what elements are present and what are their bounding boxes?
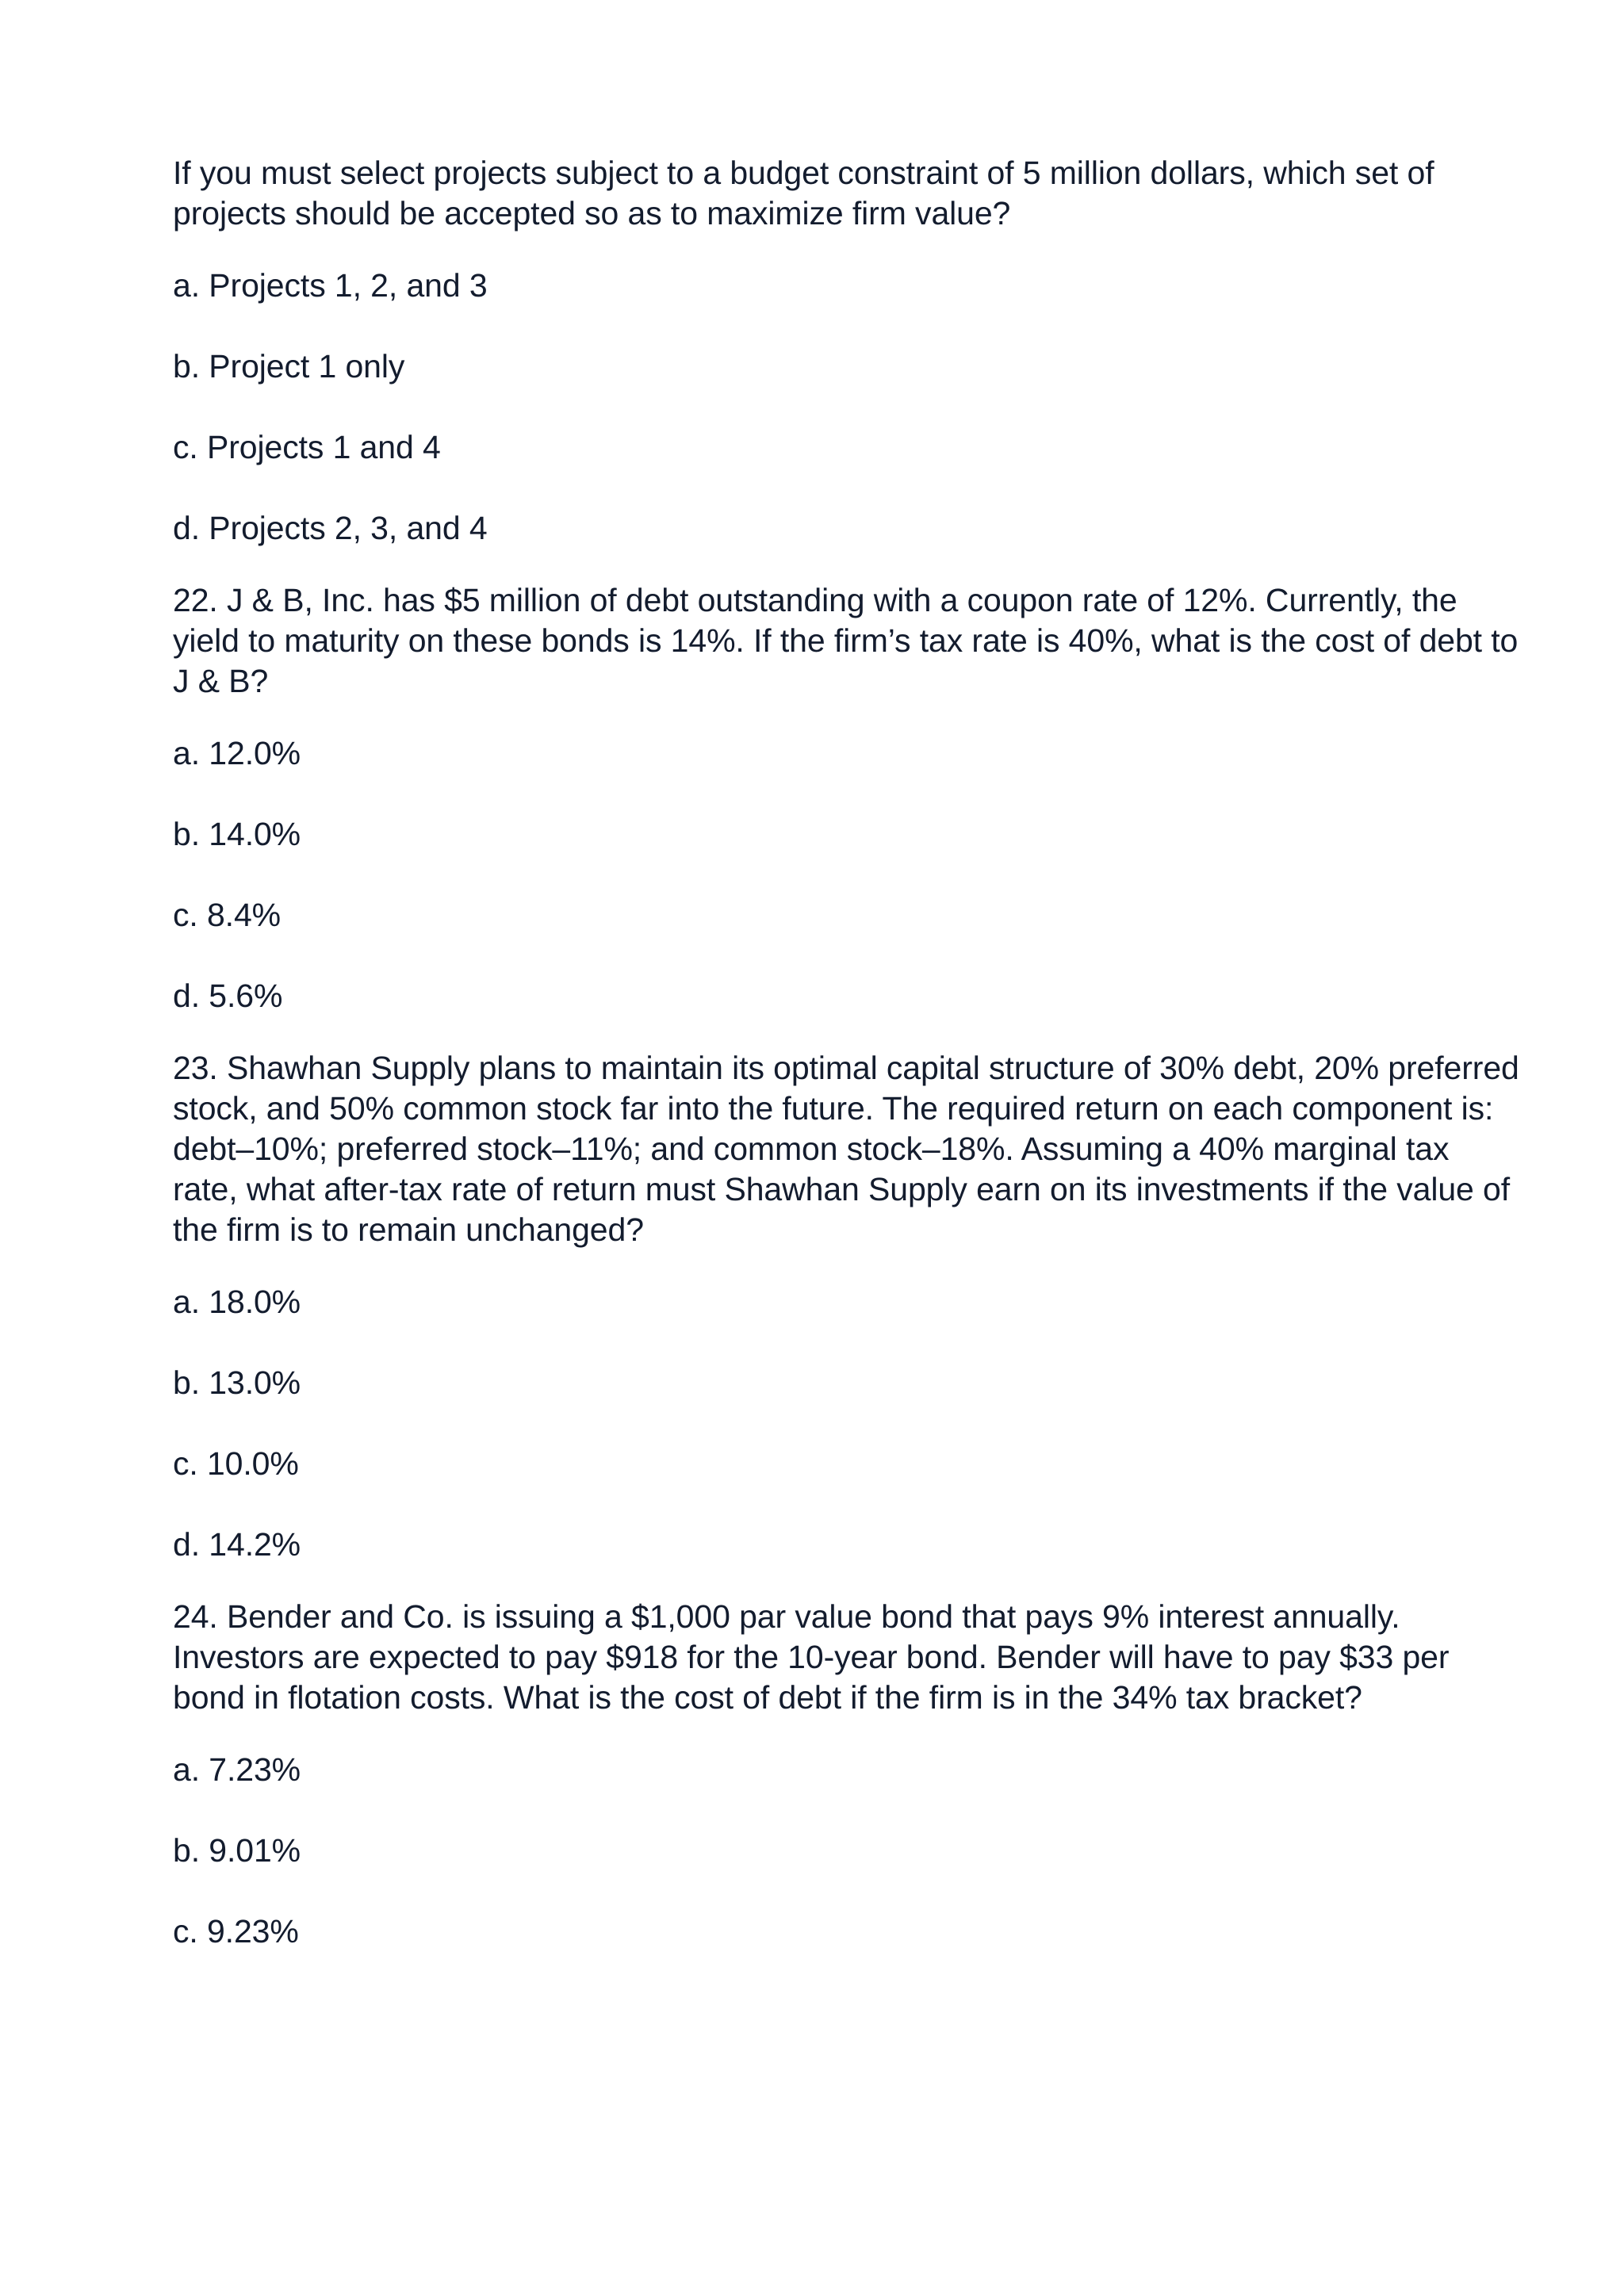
answer-option: c. 8.4% [173,897,282,933]
answer-option: b. 14.0% [173,816,301,852]
answer-option: c. 9.23% [173,1913,299,1950]
document-text-column [173,153,1521,1952]
answer-option: a. 12.0% [173,735,301,771]
answer-option: d. 5.6% [173,978,283,1014]
question-stem: If you must select projects subject to a budget constraint of 5 million dollars, which set of projects should be accepted so as to maximize firm value? [173,155,1434,232]
answer-option: b. 9.01% [173,1832,301,1869]
question-stem: 24. Bender and Co. is issuing a $1,000 par value bond that pays 9% interest annually. Investors are expected to pay $918 for the 10-year bond. Bender will have to pay $33 per bond in flotation costs. What is the cost of debt if the firm is in the 34% tax bracket? [173,1598,1450,1716]
answer-option: d. Projects 2, 3, and 4 [173,510,488,546]
answer-option: a. 7.23% [173,1751,301,1788]
answer-option: c. Projects 1 and 4 [173,429,441,465]
answer-option: c. 10.0% [173,1445,299,1482]
answer-option: b. 13.0% [173,1364,301,1401]
answer-option: a. 18.0% [173,1284,301,1320]
answer-option: d. 14.2% [173,1526,301,1563]
answer-option: b. Project 1 only [173,348,405,385]
answer-option: a. Projects 1, 2, and 3 [173,267,488,304]
question-stem: 23. Shawhan Supply plans to maintain its optimal capital structure of 30% debt, 20% preferred stock, and 50% common stock far into the future. The required return on each component is: debt–10%; preferred stock–11%; and common stock–18%. Assuming a 40% marginal tax rate, what after-tax rate of return must Shawhan Supply earn on its investments if the value of the firm is to remain unchanged? [173,1050,1519,1248]
question-stem: 22. J & B, Inc. has $5 million of debt outstanding with a coupon rate of 12%. Currently, the yield to maturity on these bonds is 14%. If the firm’s tax rate is 40%, what is the cost of debt to J & B? [173,582,1519,699]
